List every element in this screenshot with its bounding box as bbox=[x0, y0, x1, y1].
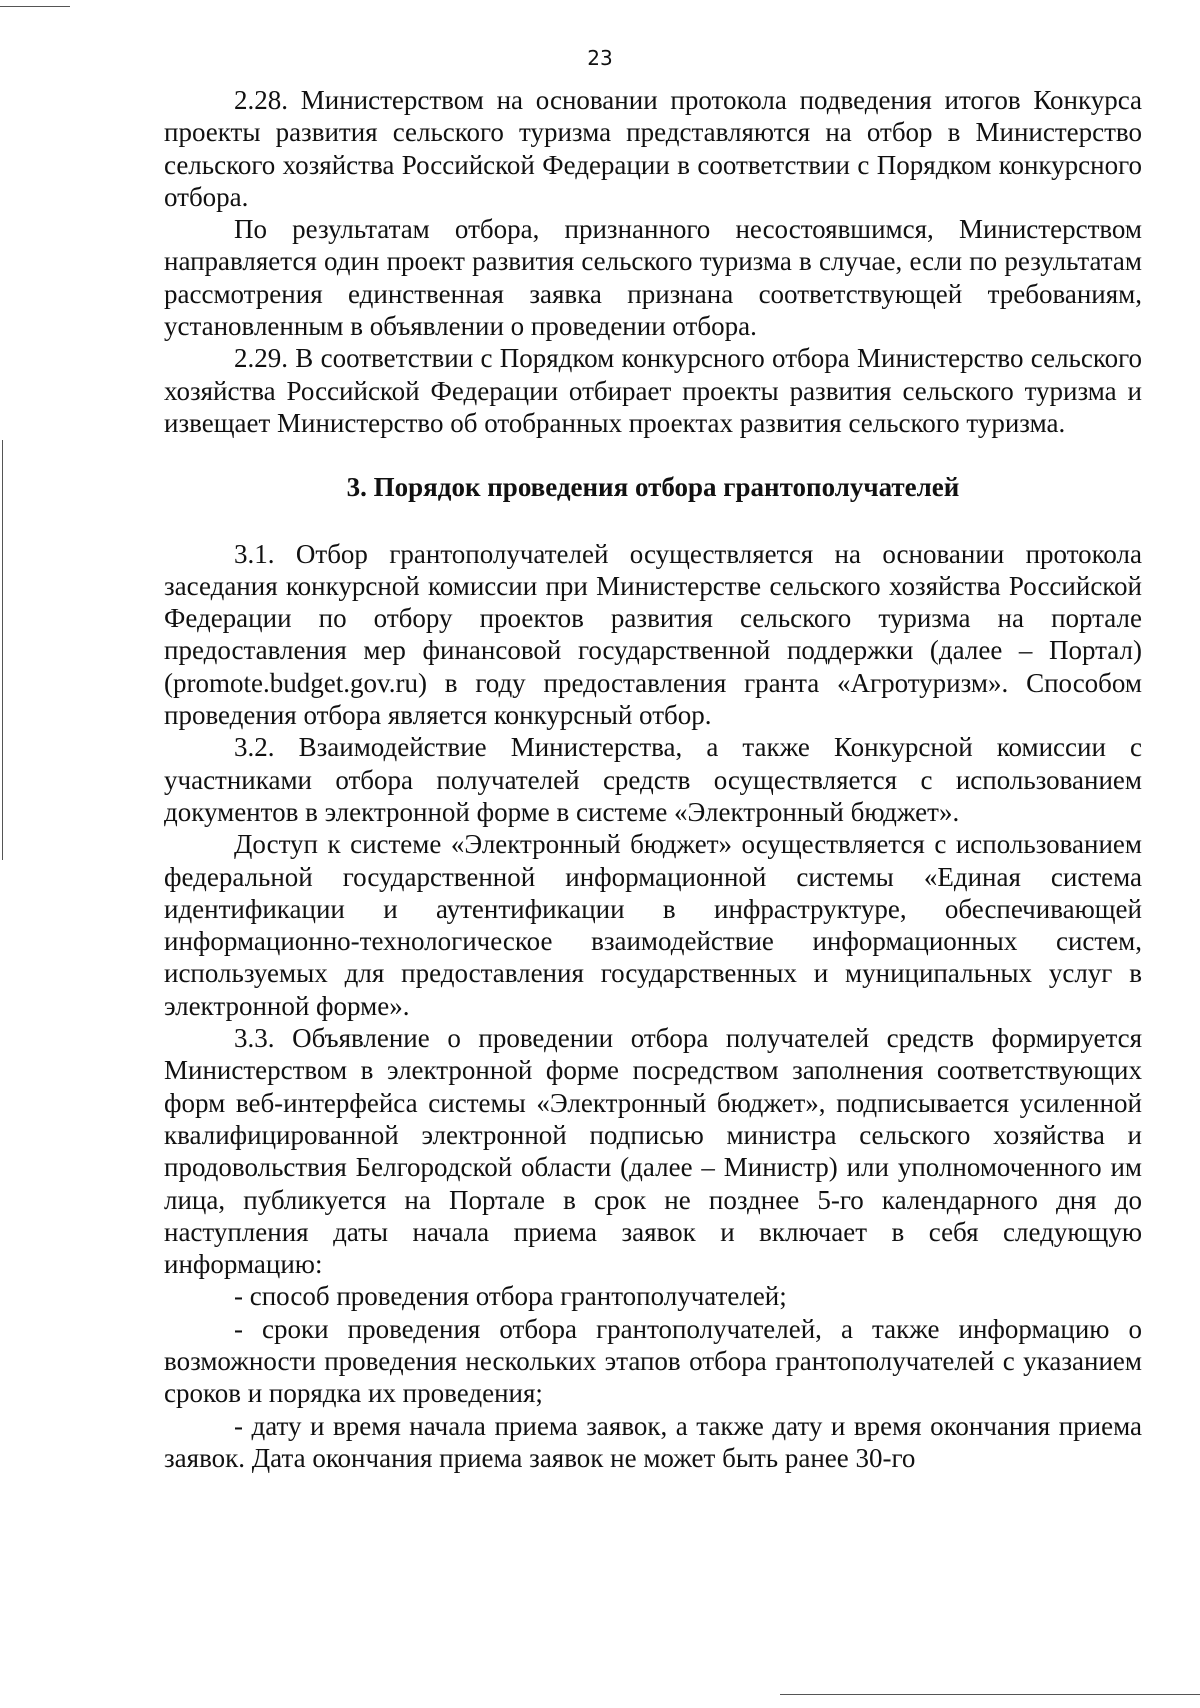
list-item-dates: - дату и время начала приема заявок, а также дату и время окончания приема заявок. Дата окончания приема заявок не может быть ранее 30-го bbox=[164, 1410, 1142, 1473]
paragraph-3-1: 3.1. Отбор грантополучателей осуществляется на основании протокола заседания конкурсной комиссии при Министерстве сельского хозяйства Российской Федерации по отбору проектов развития сельского туризма на портале предоставления мер финансовой государственной поддержки (далее – Портал) (promote.budget.gov.ru) в году предоставления гранта «Агротуризм». Способом проведения отбора является конкурсный отбор. bbox=[164, 538, 1142, 731]
scan-edge-top bbox=[0, 6, 70, 7]
paragraph-2-28: 2.28. Министерством на основании протокола подведения итогов Конкурса проекты развития сельского туризма представляются на отбор в Министерство сельского хозяйства Российской Федерации в соответствии с Порядком конкурсного отбора. bbox=[164, 85, 1142, 212]
list-item-method: - способ проведения отбора грантополучателей; bbox=[234, 1281, 787, 1312]
scan-edge-left bbox=[2, 440, 3, 860]
paragraph-3-2-access: Доступ к системе «Электронный бюджет» осуществляется с использованием федеральной государственной информационной системы «Единая система идентификации и аутентификации в инфраструктуре, обеспечивающей информационно-технологическое взаимодействие информационных систем, используемых для предоставления государственных и муниципальных услуг в электронной форме». bbox=[164, 829, 1142, 1021]
paragraph-3-2: 3.2. Взаимодействие Министерства, а также Конкурсной комиссии с участниками отбора получателей средств осуществляется с использованием документов в электронной форме в системе «Электронный бюджет». bbox=[164, 732, 1142, 827]
paragraph-2-28-continued: По результатам отбора, признанного несостоявшимся, Министерством направляется один проект развития сельского туризма в случае, если по результатам рассмотрения единственная заявка признана соответствующей требованиям, установленным в объявлении о проведении отбора. bbox=[164, 214, 1142, 342]
scan-edge-bottom bbox=[780, 1694, 1200, 1695]
section-heading: 3. Порядок проведения отбора грантополучателей bbox=[346, 472, 960, 503]
page-number: 23 bbox=[587, 46, 613, 70]
list-item-terms: - сроки проведения отбора грантополучателей, а также информацию о возможности проведения нескольких этапов отбора грантополучателей с указанием сроков и порядка их проведения; bbox=[164, 1313, 1142, 1409]
document-body bbox=[164, 84, 1142, 1474]
paragraph-3-3: 3.3. Объявление о проведении отбора получателей средств формируется Министерством в электронной форме посредством заполнения соответствующих форм веб-интерфейса системы «Электронный бюджет», подписывается усиленной квалифицированной электронной подписью министра сельского хозяйства и продовольствия Белгородской области (далее – Министр) или уполномоченного им лица, публикуется на Портале в срок не позднее 5-го календарного дня до наступления даты начала приема заявок и включает в себя следующую информацию: bbox=[164, 1023, 1142, 1280]
paragraph-2-29: 2.29. В соответствии с Порядком конкурсного отбора Министерство сельского хозяйства Российской Федерации отбирает проекты развития сельского туризма и извещает Министерство об отобранных проектах развития сельского туризма. bbox=[164, 343, 1142, 438]
